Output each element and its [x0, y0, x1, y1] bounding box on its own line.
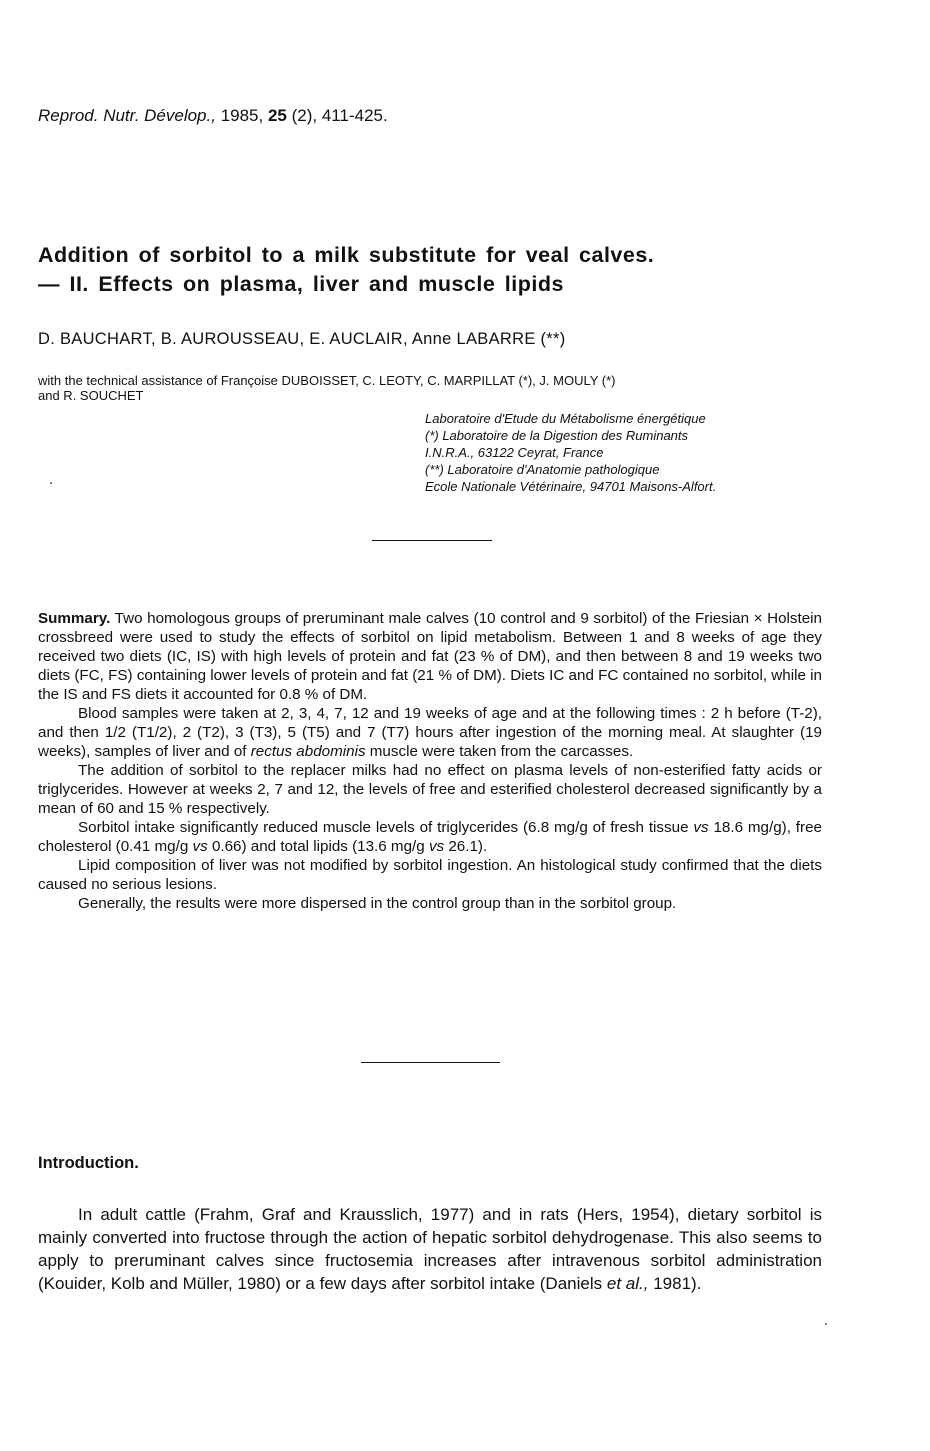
affiliation-line: Laboratoire d'Etude du Métabolisme énergétique	[425, 411, 706, 426]
assistance-line-2: and R. SOUCHET	[38, 388, 144, 403]
summary-paragraph-5: Lipid composition of liver was not modified by sorbitol ingestion. An histological study confirmed that the diets caused no serious lesions.	[38, 857, 822, 893]
affiliation-line: (*) Laboratoire de la Digestion des Ruminants	[425, 428, 689, 443]
technical-assistance	[38, 373, 838, 403]
journal-issue-pages: (2), 411-425.	[291, 106, 388, 125]
vs-italic: vs	[693, 819, 709, 836]
et-al-italic: et al.,	[606, 1274, 649, 1293]
affiliation-line: Ecole Nationale Vétérinaire, 94701 Maisons-Alfort.	[425, 479, 717, 494]
summary-section	[38, 609, 822, 913]
summary-text: Two homologous groups of preruminant male calves (10 control and 9 sorbitol) of the Friesian × Holstein crossbreed were used to study the effects of sorbitol on lipid metabolism. Between 1 and 8 weeks of age they received two diets (IC, IS) with high levels of protein and fat (23 % of DM), and then between 8 and 19 weeks two diets (FC, FS) containing lower levels of protein and fat (21 % of DM). Diets IC and FC contained no sorbitol, while in the IS and FS diets it accounted for 0.8 % of DM.	[38, 610, 822, 703]
summary-italic-term: rectus abdominis	[250, 743, 366, 760]
intro-text: In adult cattle (Frahm, Graf and Krausslich, 1977) and in rats (Hers, 1954), dietary sorbitol is mainly converted into fructose through the action of hepatic sorbitol dehydrogenase. This also seems to apply to preruminant calves since fructosemia increases after intravenous sorbitol administration (Kouider, Kolb and Müller, 1980) or a few days after sorbitol intake (Daniels	[38, 1205, 822, 1293]
summary-paragraph-4	[38, 818, 822, 856]
summary-text: Blood samples were taken at 2, 3, 4, 7, 12 and 19 weeks of age and at the following times : 2 h before (T-2), and then 1/2 (T1/2), 2 (T2), 3 (T3), 5 (T5) and 7 (T7) hours after ingestion of the morning meal. At slaughter (19 weeks), samples of liver and of	[38, 705, 822, 760]
scan-speck	[825, 1323, 827, 1325]
assistance-line-1: with the technical assistance of Françoise DUBOISSET, C. LEOTY, C. MARPILLAT (*), J. MOULY (*)	[38, 373, 616, 388]
separator-rule-bottom	[361, 1062, 500, 1063]
summary-paragraph-1	[38, 609, 822, 704]
intro-text: 1981).	[653, 1274, 702, 1293]
journal-year: 1985,	[220, 106, 264, 125]
summary-paragraph-2	[38, 704, 822, 761]
journal-volume: 25	[267, 106, 287, 125]
summary-paragraph-3: The addition of sorbitol to the replacer milks had no effect on plasma levels of non-esterified fatty acids or triglycerides. However at weeks 2, 7 and 12, the levels of free and esterified cholesterol decreased significantly by a mean of 60 and 15 % respectively.	[38, 762, 822, 817]
journal-name: Reprod. Nutr. Dévelop.,	[38, 106, 216, 125]
scan-speck	[50, 482, 52, 484]
affiliation-line: I.N.R.A., 63122 Ceyrat, France	[425, 445, 604, 460]
title-line-1: Addition of sorbitol to a milk substitute for veal calves.	[38, 243, 655, 267]
summary-text: 0.66) and total lipids (13.6 mg/g	[211, 838, 425, 855]
separator-rule-top	[372, 540, 492, 541]
summary-text: Sorbitol intake significantly reduced muscle levels of triglycerides (6.8 mg/g of fresh tissue	[78, 819, 689, 836]
summary-label: Summary.	[38, 610, 111, 627]
vs-italic: vs	[192, 838, 208, 855]
summary-text: 18.6 mg/g), free cholesterol (0.41 mg/g	[38, 819, 822, 855]
summary-text: muscle were taken from the carcasses.	[369, 743, 634, 760]
introduction-paragraph	[38, 1203, 822, 1295]
title-line-2: — II. Effects on plasma, liver and muscle lipids	[38, 272, 564, 296]
vs-italic: vs	[428, 838, 445, 855]
summary-text: 26.1).	[448, 838, 488, 855]
article-title	[38, 241, 838, 299]
affiliations	[425, 410, 835, 495]
journal-citation	[38, 106, 388, 126]
introduction-heading: Introduction.	[38, 1154, 139, 1172]
affiliation-line: (**) Laboratoire d'Anatomie pathologique	[425, 462, 660, 477]
summary-paragraph-6: Generally, the results were more dispersed in the control group than in the sorbitol group.	[78, 895, 677, 912]
author-list: D. BAUCHART, B. AUROUSSEAU, E. AUCLAIR, Anne LABARRE (**)	[38, 330, 566, 348]
